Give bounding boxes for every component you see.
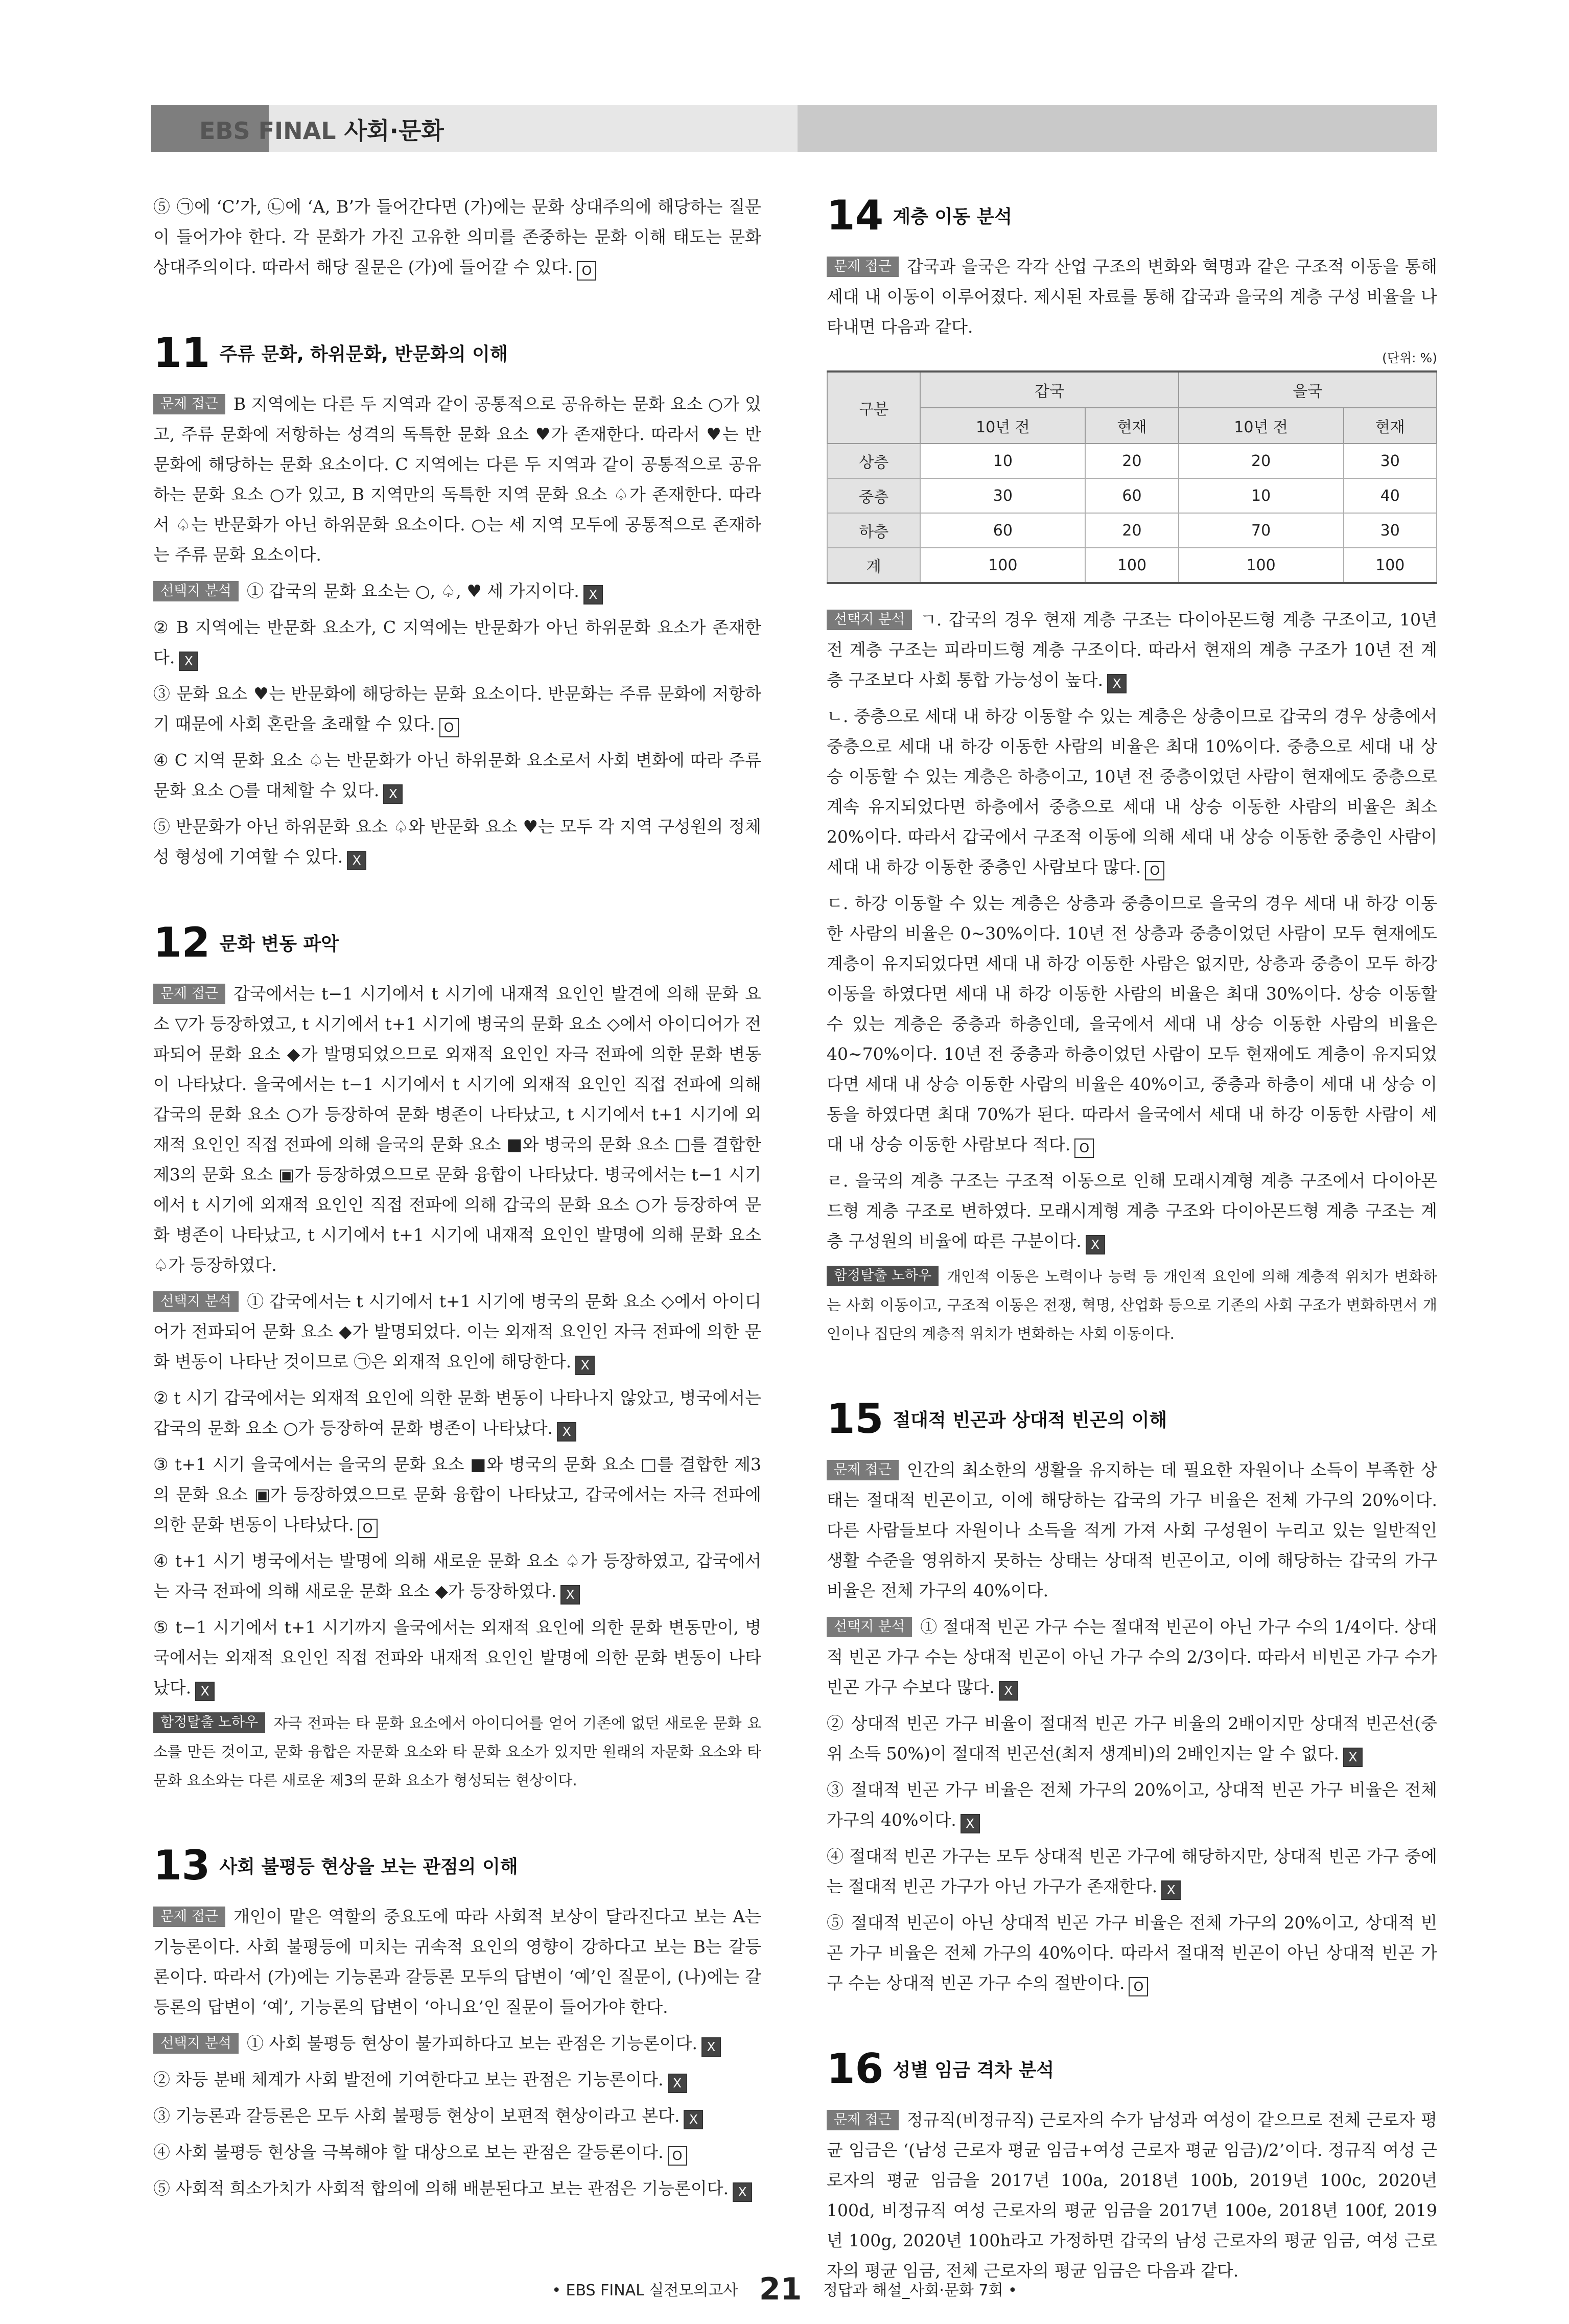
answer-mark: X <box>557 1422 576 1442</box>
table-corner: 구분 <box>827 371 920 444</box>
choice-text: ② B 지역에는 반문화 요소가, C 지역에는 반문화가 아닌 하위문화 요소가 존재한다. <box>153 617 761 667</box>
section-title: 사회 불평등 현상을 보는 관점의 이해 <box>219 1856 518 1877</box>
choice-text: ② 상대적 빈곤 가구 비율이 절대적 빈곤 가구 비율의 2배이지만 상대적 빈곤선(중위 소득 50%)이 절대적 빈곤선(최저 생계비)의 2배인지는 알 수 없다. <box>827 1713 1437 1763</box>
table-row <box>827 548 1437 583</box>
choice-text: ④ 사회 불평등 현상을 극복해야 할 대상으로 보는 관점은 갈등론이다. <box>153 2142 664 2162</box>
choice-item <box>153 1286 761 1377</box>
row-label: 중층 <box>827 478 920 513</box>
answer-mark: X <box>684 2110 703 2129</box>
table-cell: 100 <box>1085 548 1178 583</box>
tip-tag: 함정탈출 노하우 <box>153 1712 265 1733</box>
intro-text: ⑤ ㉠에 ‘C’가, ㉡에 ‘A, B’가 들어간다면 (가)에는 문화 상대주의에 해당하는 질문이 들어가야 한다. 각 문화가 가진 고유한 의미를 존중하는 문화 이해 태도는 문화 상대주의이다. 따라서 해당 질문은 (가)에 들어갈 수 있다. <box>153 197 761 277</box>
section-11 <box>153 329 761 872</box>
left-column <box>153 192 761 2210</box>
table-row <box>827 478 1437 513</box>
answer-mark: X <box>668 2074 687 2093</box>
tip-text: 개인적 이동은 노력이나 능력 등 개인적 요인에 의해 계층적 위치가 변화하는 사회 이동이고, 구조적 이동은 전쟁, 혁명, 산업화 등으로 기존의 사회 구조가 변화하면서 개인이나 집단의 계층적 위치가 변화하는 사회 이동이다. <box>827 1268 1437 1342</box>
choice-tag: 선택지 분석 <box>153 581 239 601</box>
approach-paragraph <box>153 389 761 570</box>
choice-tag: 선택지 분석 <box>827 610 912 630</box>
answer-mark: X <box>999 1681 1018 1701</box>
section-13 <box>153 1842 761 2203</box>
approach-paragraph <box>827 251 1437 342</box>
choice-item <box>827 1708 1437 1769</box>
choice-text: ㄹ. 을국의 계층 구조는 구조적 이동으로 인해 모래시계형 계층 구조에서 다이아몬드형 계층 구조로 변하였다. 모래시계형 계층 구조와 다이아몬드형 계층 구조는 계층 구성원의 비율에 따른 구분이다. <box>827 1171 1437 1251</box>
section-heading <box>827 1395 1437 1443</box>
row-label: 상층 <box>827 444 920 478</box>
choice-item <box>827 1166 1437 1256</box>
answer-mark: O <box>577 261 596 281</box>
choice-item <box>153 2137 761 2167</box>
section-number: 11 <box>153 329 210 377</box>
choice-item <box>153 679 761 739</box>
header-bar-light <box>798 105 1437 152</box>
header-subject: 사회·문화 <box>344 117 444 145</box>
answer-mark: X <box>560 1585 580 1605</box>
section-title: 주류 문화, 하위문화, 반문화의 이해 <box>219 344 508 365</box>
choice-text: ㄷ. 하강 이동할 수 있는 계층은 상층과 중층이므로 을국의 경우 세대 내 하강 이동한 사람의 비율은 0∼30%이다. 10년 전 상층과 중층이었던 사람이 모두 현재에도 계층이 유지되었다면 세대 내 하강 이동한 사람은 없지만, 상층과 중층이 모두 하강 이동을 하였다면 세대 내 하강 이동한 사람의 비율은 최대 30%이다. 상승 이동할 수 있는 계층은 중층과 하층인데, 을국에서 세대 내 상승 이동한 사람의 비율은 40∼70%이다. 10년 전 중층과 하층이었던 사람이 모두 현재에도 계층이 유지되었다면 세대 내 상승 이동한 사람의 비율은 40%이고, 중층과 하층이 세대 내 상승 이동을 하였다면 최대 70%가 된다. 따라서 을국에서 세대 내 하강 이동한 사람이 세대 내 상승 이동한 사람보다 적다. <box>827 893 1437 1154</box>
approach-paragraph <box>153 979 761 1280</box>
choice-tag: 선택지 분석 <box>153 1291 239 1312</box>
answer-mark: O <box>439 718 459 737</box>
choice-item <box>827 701 1437 882</box>
choice-tag: 선택지 분석 <box>153 2033 239 2054</box>
right-column <box>827 192 1437 2292</box>
table-cell: 30 <box>920 478 1085 513</box>
table-cell: 100 <box>920 548 1085 583</box>
answer-mark: X <box>701 2037 721 2057</box>
choice-item <box>153 2173 761 2203</box>
section-title: 성별 임금 격차 분석 <box>893 2060 1055 2081</box>
approach-text: 인간의 최소한의 생활을 유지하는 데 필요한 자원이나 소득이 부족한 상태는 절대적 빈곤이고, 이에 해당하는 갑국의 가구 비율은 전체 가구의 20%이다. 다른 사람들보다 자원이나 소득을 적게 가져 사회 구성원이 누리고 있는 일반적인 생활 수준을 영위하지 못하는 상태는 상대적 빈곤이고, 이에 해당하는 갑국의 가구 비율은 전체 가구의 40%이다. <box>827 1460 1437 1600</box>
choice-text: ② 차등 분배 체계가 사회 발전에 기여한다고 보는 관점은 기능론이다. <box>153 2070 664 2089</box>
table-cell: 30 <box>1344 444 1437 478</box>
choice-item <box>153 2101 761 2131</box>
answer-mark: X <box>347 851 366 870</box>
choice-item <box>153 811 761 872</box>
stratification-table <box>827 370 1437 584</box>
section-title: 계층 이동 분석 <box>893 206 1013 227</box>
table-cell: 100 <box>1344 548 1437 583</box>
answer-mark: X <box>179 652 198 671</box>
table-row <box>827 513 1437 548</box>
choice-item <box>827 888 1437 1159</box>
table-cell: 10 <box>1179 478 1344 513</box>
choice-text: ① 갑국의 문화 요소는 ○, ♤, ♥ 세 가지이다. <box>247 581 579 601</box>
answer-mark: O <box>1074 1138 1094 1158</box>
approach-text: B 지역에는 다른 두 지역과 같이 공통적으로 공유하는 문화 요소 ○가 있고, 주류 문화에 저항하는 성격의 독특한 문화 요소 ♥가 존재한다. 따라서 ♥는 반문화에 해당하는 문화 요소이다. C 지역에는 다른 두 지역과 같이 공통적으로 공유하는 문화 요소 ○가 있고, B 지역만의 독특한 지역 문화 요소 ♤가 존재한다. 따라서 ♤는 반문화가 아닌 하위문화 요소이다. ○는 세 지역 모두에 공통적으로 존재하는 주류 문화 요소이다. <box>153 394 761 565</box>
approach-tag: 문제 접근 <box>827 257 899 277</box>
answer-mark: O <box>1145 861 1164 880</box>
approach-tag: 문제 접근 <box>827 1460 899 1480</box>
choice-item <box>827 1908 1437 1998</box>
country-header: 갑국 <box>920 371 1178 408</box>
answer-mark: X <box>961 1814 980 1833</box>
section-heading <box>153 919 761 966</box>
section-number: 12 <box>153 919 210 966</box>
choice-text: ⑤ 절대적 빈곤이 아닌 상대적 빈곤 가구 비율은 전체 가구의 20%이고, 상대적 빈곤 가구 비율은 전체 가구의 40%이다. 따라서 절대적 빈곤이 아닌 상대적 빈곤 가구 수는 상대적 빈곤 가구 수의 절반이다. <box>827 1913 1437 1993</box>
header-brand: EBS FINAL <box>199 117 336 145</box>
answer-mark: X <box>575 1356 595 1375</box>
answer-mark: X <box>383 784 403 804</box>
choice-text: ⑤ 반문화가 아닌 하위문화 요소 ♤와 반문화 요소 ♥는 모두 각 지역 구성원의 정체성 형성에 기여할 수 있다. <box>153 817 761 867</box>
approach-paragraph <box>153 1901 761 2022</box>
approach-tag: 문제 접근 <box>827 2110 899 2130</box>
table-cell: 60 <box>1085 478 1178 513</box>
approach-paragraph <box>827 1455 1437 1606</box>
choice-analysis <box>153 1286 761 1703</box>
approach-text: 개인이 맡은 역할의 중요도에 따라 사회적 보상이 달라진다고 보는 A는 기능론이다. 사회 불평등에 미치는 귀속적 요인의 영향이 강하다고 보는 B는 갈등론이다. 따라서 (가)에는 기능론과 갈등론 모두의 답변이 ‘예’인 질문이, (나)에는 갈등론의 답변이 ‘예’, 기능론의 답변이 ‘아니요’인 질문이 들어가야 한다. <box>153 1907 761 2017</box>
trap-tip <box>827 1262 1437 1348</box>
row-label: 계 <box>827 548 920 583</box>
choice-analysis <box>153 576 761 872</box>
table-cell: 70 <box>1179 513 1344 548</box>
choice-item <box>153 1383 761 1443</box>
approach-tag: 문제 접근 <box>153 394 225 414</box>
table-cell: 20 <box>1085 444 1178 478</box>
section-12 <box>153 919 761 1795</box>
table-cell: 20 <box>1085 513 1178 548</box>
choice-item <box>827 1841 1437 1901</box>
approach-text: 정규직(비정규직) 근로자의 수가 남성과 여성이 같으므로 전체 근로자 평균 임금은 ‘(남성 근로자 평균 임금+여성 근로자 평균 임금)/2’이다. 정규직 여성 근로자의 평균 임금을 2017년 100a, 2018년 100b, 2019년 100c, 2020년 100d, 비정규직 여성 근로자의 평균 임금을 2017년 100e, 2018년 100f, 2019년 100g, 2020년 100h라고 가정하면 갑국의 남성 근로자의 평균 임금, 여성 근로자의 평균 임금, 전체 근로자의 평균 임금은 다음과 같다. <box>827 2110 1437 2281</box>
choice-item <box>153 612 761 672</box>
section-number: 14 <box>827 192 884 239</box>
answer-mark: O <box>1129 1977 1148 1996</box>
section-number: 15 <box>827 1395 884 1443</box>
choice-text: ③ 절대적 빈곤 가구 비율은 전체 가구의 20%이고, 상대적 빈곤 가구 비율은 전체 가구의 40%이다. <box>827 1780 1437 1830</box>
table-header-row <box>827 371 1437 408</box>
table-cell: 20 <box>1179 444 1344 478</box>
answer-mark: X <box>733 2182 752 2202</box>
choice-text: ① 절대적 빈곤 가구 수는 절대적 빈곤이 아닌 가구 수의 1/4이다. 상대적 빈곤 가구 수는 상대적 빈곤이 아닌 가구 수의 2/3이다. 따라서 비빈곤 가구 수가 빈곤 가구 수보다 많다. <box>827 1617 1437 1697</box>
choice-item <box>153 1546 761 1606</box>
period-header: 현재 <box>1085 408 1178 444</box>
section-16 <box>827 2045 1437 2286</box>
page-footer <box>0 2271 1569 2307</box>
choice-text: ② t 시기 갑국에서는 외재적 요인에 의한 문화 변동이 나타나지 않았고, 병국에서는 갑국의 문화 요소 ○가 등장하여 문화 병존이 나타났다. <box>153 1388 761 1438</box>
choice-text: ⑤ t−1 시기에서 t+1 시기까지 을국에서는 외재적 요인에 의한 문화 변동만이, 병국에서는 외재적 요인인 직접 전파와 내재적 요인인 발명에 의한 문화 변동이 나타났다. <box>153 1617 761 1698</box>
choice-text: ① 사회 불평등 현상이 불가피하다고 보는 관점은 기능론이다. <box>247 2033 697 2053</box>
choice-item <box>827 1775 1437 1835</box>
choice-item <box>827 605 1437 695</box>
approach-tag: 문제 접근 <box>153 1907 225 1927</box>
table-cell: 60 <box>920 513 1085 548</box>
choice-item <box>153 2064 761 2095</box>
choice-text: ④ t+1 시기 병국에서는 발명에 의해 새로운 문화 요소 ♤가 등장하였고, 갑국에서는 자극 전파에 의해 새로운 문화 요소 ◆가 등장하였다. <box>153 1551 761 1601</box>
choice-text: ⑤ 사회적 희소가치가 사회적 합의에 의해 배분된다고 보는 관점은 기능론이다. <box>153 2178 729 2198</box>
choice-item <box>153 745 761 805</box>
footer-right: 정답과 해설_사회·문화 7회 • <box>823 2282 1017 2299</box>
choice-text: ㄴ. 중층으로 세대 내 하강 이동할 수 있는 계층은 상층이므로 갑국의 경우 상층에서 중층으로 세대 내 하강 이동한 사람의 비율은 최대 10%이다. 중층으로 세대 내 상승 이동할 수 있는 계층은 하층이고, 10년 전 중층이었던 사람이 현재에도 중층으로 계속 유지되었다면 하층에서 중층으로 세대 내 상승 이동한 사람의 비율은 최소 20%이다. 따라서 갑국에서 구조적 이동에 의해 세대 내 상승 이동한 중층인 사람이 세대 내 하강 이동한 중층인 사람보다 많다. <box>827 706 1437 877</box>
choice-tag: 선택지 분석 <box>827 1617 912 1637</box>
choice-item <box>153 1612 761 1703</box>
table-cell: 40 <box>1344 478 1437 513</box>
approach-text: 갑국과 을국은 각각 산업 구조의 변화와 혁명과 같은 구조적 이동을 통해 세대 내 이동이 이루어졌다. 제시된 자료를 통해 갑국과 을국의 계층 구성 비율을 나타내면 다음과 같다. <box>827 257 1437 337</box>
choice-item <box>827 1612 1437 1702</box>
table-cell: 10 <box>920 444 1085 478</box>
section-15 <box>827 1395 1437 1998</box>
section-heading <box>827 2045 1437 2093</box>
answer-mark: X <box>1161 1880 1181 1900</box>
period-header: 10년 전 <box>920 408 1085 444</box>
footer-left: • EBS FINAL 실전모의고사 <box>552 2282 738 2299</box>
period-header: 현재 <box>1344 408 1437 444</box>
approach-text: 갑국에서는 t−1 시기에서 t 시기에 내재적 요인인 발견에 의해 문화 요소 ▽가 등장하였고, t 시기에서 t+1 시기에 병국의 문화 요소 ◇에서 아이디어가 전파되어 문화 요소 ◆가 발명되었으므로 외재적 요인인 자극 전파에 의한 문화 변동이 나타났다. 을국에서는 t−1 시기에서 t 시기에 외재적 요인인 직접 전파에 의해 갑국의 문화 요소 ○가 등장하여 문화 병존이 나타났고, t 시기에서 t+1 시기에 외재적 요인인 직접 전파에 의해 을국의 문화 요소 ■와 병국의 문화 요소 □를 결합한 제3의 문화 요소 ▣가 등장하였으므로 문화 융합이 나타났다. 병국에서는 t−1 시기에서 t 시기에 외재적 요인인 직접 전파에 의해 갑국의 문화 요소 ○가 등장하여 문화 병존이 나타났고, t 시기에서 t+1 시기에 내재적 요인인 발명에 의해 문화 요소 ♤가 등장하였다. <box>153 984 761 1275</box>
section-heading <box>827 192 1437 239</box>
answer-mark: X <box>195 1682 215 1701</box>
intro-paragraph <box>153 192 761 282</box>
choice-item <box>153 576 761 606</box>
page-number: 21 <box>759 2271 802 2307</box>
choice-text: ① 갑국에서는 t 시기에서 t+1 시기에 병국의 문화 요소 ◇에서 아이디어가 전파되어 문화 요소 ◆가 발명되었다. 이는 외재적 요인인 자극 전파에 의한 문화 변동이 나타난 것이므로 ㉠은 외재적 요인에 해당한다. <box>153 1291 761 1372</box>
choice-text: ④ C 지역 문화 요소 ♤는 반문화가 아닌 하위문화 요소로서 사회 변화에 따라 주류 문화 요소 ○를 대체할 수 있다. <box>153 750 761 800</box>
choice-analysis <box>153 2028 761 2203</box>
choice-text: ④ 절대적 빈곤 가구는 모두 상대적 빈곤 가구에 해당하지만, 상대적 빈곤 가구 중에는 절대적 빈곤 가구가 아닌 가구가 존재한다. <box>827 1846 1437 1896</box>
tip-text: 자극 전파는 타 문화 요소에서 아이디어를 얻어 기존에 없던 새로운 문화 요소를 만든 것이고, 문화 융합은 자문화 요소와 타 문화 요소가 있지만 원래의 자문화 요소와 타 문화 요소와는 다른 새로운 제3의 문화 요소가 형성되는 현상이다. <box>153 1714 761 1789</box>
section-number: 13 <box>153 1842 210 1889</box>
table-cell: 100 <box>1179 548 1344 583</box>
choice-item <box>153 2028 761 2058</box>
country-header: 을국 <box>1179 371 1437 408</box>
answer-mark: X <box>583 585 603 605</box>
row-label: 하층 <box>827 513 920 548</box>
choice-text: ③ 기능론과 갈등론은 모두 사회 불평등 현상이 보편적 현상이라고 본다. <box>153 2106 680 2126</box>
answer-mark: X <box>1086 1235 1105 1254</box>
table-unit: (단위: %) <box>1382 351 1437 365</box>
answer-mark: X <box>1343 1748 1363 1767</box>
section-heading <box>153 329 761 377</box>
section-number: 16 <box>827 2045 884 2093</box>
table-cell: 30 <box>1344 513 1437 548</box>
table-row <box>827 444 1437 478</box>
tip-tag: 함정탈출 노하우 <box>827 1266 939 1286</box>
approach-tag: 문제 접근 <box>153 984 225 1004</box>
choice-text: ③ t+1 시기 을국에서는 을국의 문화 요소 ■와 병국의 문화 요소 □를 결합한 제3의 문화 요소 ▣가 등장하였으므로 문화 융합이 나타났고, 갑국에서는 자극 전파에 의한 문화 변동이 나타났다. <box>153 1454 761 1535</box>
choice-analysis <box>827 1612 1437 1998</box>
choice-item <box>153 1449 761 1540</box>
section-heading <box>153 1842 761 1889</box>
answer-mark: X <box>1107 674 1127 693</box>
trap-tip <box>153 1709 761 1795</box>
answer-mark: O <box>358 1519 378 1538</box>
section-14 <box>827 192 1437 1348</box>
approach-paragraph <box>827 2105 1437 2286</box>
choice-text: ㄱ. 갑국의 경우 현재 계층 구조는 다이아몬드형 계층 구조이고, 10년 전 계층 구조는 피라미드형 계층 구조이다. 따라서 현재의 계층 구조가 10년 전 계층 구조보다 사회 통합 가능성이 높다. <box>827 610 1437 690</box>
answer-mark: O <box>668 2146 687 2166</box>
section-title: 절대적 빈곤과 상대적 빈곤의 이해 <box>893 1410 1167 1431</box>
period-header: 10년 전 <box>1179 408 1344 444</box>
running-header <box>199 112 444 146</box>
section-title: 문화 변동 파악 <box>219 934 339 955</box>
choice-analysis <box>827 605 1437 1256</box>
choice-text: ③ 문화 요소 ♥는 반문화에 해당하는 문화 요소이다. 반문화는 주류 문화에 저항하기 때문에 사회 혼란을 초래할 수 있다. <box>153 684 761 734</box>
